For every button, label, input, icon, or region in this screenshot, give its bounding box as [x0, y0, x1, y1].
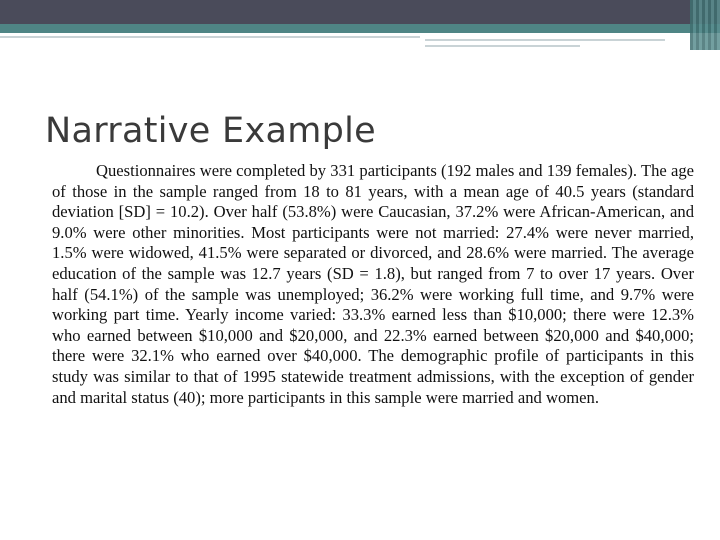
header-divider-line — [0, 36, 420, 38]
header-divider-line — [425, 45, 580, 47]
narrative-paragraph: Questionnaires were completed by 331 participants (192 males and 139 females). The age of those in the sample ranged from 18 to 81 years, with a mean age of 40.5 years (standard deviation [SD] = 10.2). Over half (53.8%) were Caucasian, 37.2% were African-American, and 9.0% were other minorities. Most participants were not married: 27.4% were never married, 1.5% were widowed, 41.5% were separated or divorced, and 28.6% were married. The average education of the sample was 12.7 years (SD = 1.8), but ranged from 7 to over 17 years. Over half (54.1%) of the sample was unemployed; 36.2% were working full time, and 9.7% were working part time. Yearly income varied: 33.3% earned less than $10,000; there were 12.3% who earned between $10,000 and $20,000, and 22.3% earned between $20,000 and $40,000; there were 32.1% who earned over $40,000. The demographic profile of participants in this study was similar to that of 1995 statewide treatment admissions, with the exception of gender and marital status (40); more participants in this sample were married and women. — [52, 161, 694, 407]
slide-header-bar — [0, 0, 720, 24]
slide-header-accent — [0, 24, 720, 33]
header-divider-line — [425, 39, 665, 41]
header-stripe-decoration — [690, 0, 720, 50]
slide-title: Narrative Example — [45, 111, 377, 151]
